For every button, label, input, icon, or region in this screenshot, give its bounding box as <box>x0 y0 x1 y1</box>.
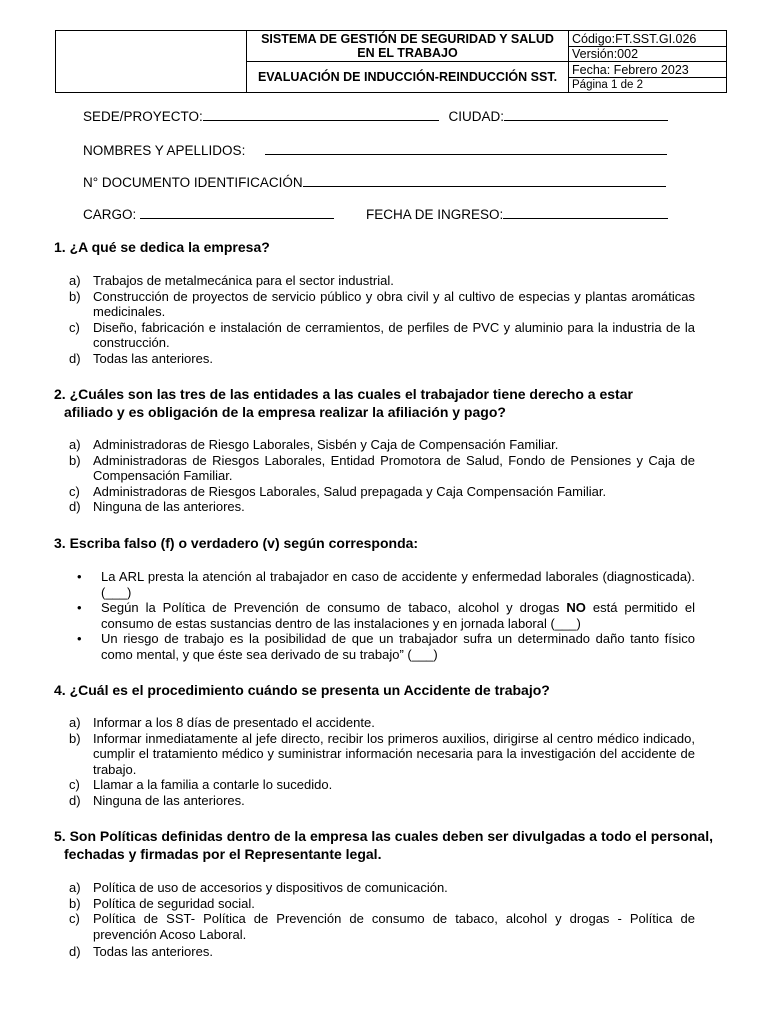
sede-row <box>83 108 668 124</box>
sede-label: SEDE/PROYECTO: <box>83 109 203 124</box>
ciudad-field[interactable] <box>504 108 668 121</box>
q1-option-b[interactable]: b) Construcción de proyectos de servicio público y obra civil y al cultivo de especias y plantas aromáticas medicinales. <box>69 288 695 319</box>
cargo-field[interactable] <box>140 206 334 219</box>
documento-label: N° DOCUMENTO IDENTIFICACIÓN <box>83 175 303 190</box>
fecha-ingreso-label: FECHA DE INGRESO: <box>366 207 504 222</box>
q4-option-a[interactable]: a) Informar a los 8 días de presentado el accidente. <box>69 715 375 730</box>
question-2-options <box>69 437 695 515</box>
documento-row <box>83 174 666 190</box>
document-version: Versión:002 <box>569 47 727 62</box>
no-emphasis: NO <box>566 600 586 615</box>
q2-option-c[interactable]: c) Administradoras de Riesgos Laborales, Salud prepagada y Caja Compensación Familiar. <box>69 483 607 499</box>
nombres-field[interactable] <box>265 142 667 155</box>
question-4-title: 4. ¿Cuál es el procedimiento cuándo se presenta un Accidente de trabajo? <box>54 682 550 698</box>
question-2-title: 2. ¿Cuáles son las tres de las entidades a las cuales el trabajador tiene derecho a estar afiliado y es obligación de la empresa realizar la afiliación y pago? <box>54 386 633 420</box>
ciudad-label: CIUDAD: <box>448 109 505 124</box>
nombres-row <box>83 142 667 158</box>
q4-option-d[interactable]: d) Ninguna de las anteriores. <box>69 792 245 808</box>
q3-statement-2: • Según la Política de Prevención de consumo de tabaco, alcohol y drogas NO está permitido el consumo de estas sustancias dentro de las instalaciones y en jornada laboral (___) <box>77 600 695 631</box>
q2-option-b[interactable]: b) Administradoras de Riesgos Laborales, Entidad Promotora de Salud, Fondo de Pensiones y Caja de Compensación Familiar. <box>69 452 695 483</box>
nombres-label: NOMBRES Y APELLIDOS: <box>83 143 246 158</box>
logo-area <box>56 31 247 93</box>
q3-statement-1: • La ARL presta la atención al trabajador en caso de accidente y enfermedad laborales (diagnosticada). (___) <box>77 569 695 600</box>
evaluation-title: EVALUACIÓN DE INDUCCIÓN-REINDUCCIÓN SST. <box>247 62 569 93</box>
cargo-label: CARGO: <box>83 207 137 222</box>
question-3-title: 3. Escriba falso (f) o verdadero (v) según corresponda: <box>54 535 419 551</box>
q1-option-c[interactable]: c) Diseño, fabricación e instalación de cerramientos, de perfiles de PVC y aluminio para la industria de la construcción. <box>69 319 695 350</box>
documento-field[interactable] <box>303 174 666 187</box>
q5-option-d[interactable]: d) Todas las anteriores. <box>69 944 213 959</box>
question-4-options <box>69 715 695 808</box>
q5-option-b[interactable]: b) Política de seguridad social. <box>69 895 255 911</box>
fecha-ingreso-field[interactable] <box>503 206 668 219</box>
q2-option-d[interactable]: d) Ninguna de las anteriores. <box>69 499 245 514</box>
document-header <box>55 30 727 93</box>
q5-option-c[interactable]: c) Política de SST- Política de Prevención de consumo de tabaco, alcohol y drogas - Política de prevención Acoso Laboral. <box>69 911 695 942</box>
question-1-title: 1. ¿A qué se dedica la empresa? <box>54 239 270 255</box>
question-5-title: 5. Son Políticas definidas dentro de la empresa las cuales deben ser divulgadas a todo el personal, fechadas y firmadas por el Representante legal. <box>54 828 713 862</box>
q1-option-a[interactable]: a) Trabajos de metalmecánica para el sector industrial. <box>69 273 394 288</box>
q4-option-c[interactable]: c) Llamar a la familia a contarle lo sucedido. <box>69 777 333 792</box>
sede-field[interactable] <box>203 108 439 121</box>
system-title: SISTEMA DE GESTIÓN DE SEGURIDAD Y SALUD EN EL TRABAJO <box>247 31 569 62</box>
q3-statement-3: • Un riesgo de trabajo es la posibilidad de que un trabajador sufra un determinado daño tanto físico como mental, y que éste sea derivado de su trabajo” (___) <box>77 631 695 662</box>
question-3-statements <box>69 569 695 662</box>
question-5-options <box>69 880 695 960</box>
cargo-row <box>83 206 668 222</box>
q5-option-a[interactable]: a) Política de uso de accesorios y dispositivos de comunicación. <box>69 880 448 895</box>
page-number: Página 1 de 2 <box>569 78 727 93</box>
question-1-options <box>69 273 695 366</box>
q2-option-a[interactable]: a) Administradoras de Riesgo Laborales, Sisbén y Caja de Compensación Familiar. <box>69 437 559 452</box>
q1-option-d[interactable]: d) Todas las anteriores. <box>69 350 213 366</box>
document-date: Fecha: Febrero 2023 <box>569 62 727 78</box>
document-code: Código:FT.SST.GI.026 <box>569 31 727 47</box>
q4-option-b[interactable]: b) Informar inmediatamente al jefe directo, recibir los primeros auxilios, dirigirse al centro médico indicado, cumplir el tratamiento médico y suministrar información necesaria para la investigación del accidente de trabajo. <box>69 730 695 777</box>
